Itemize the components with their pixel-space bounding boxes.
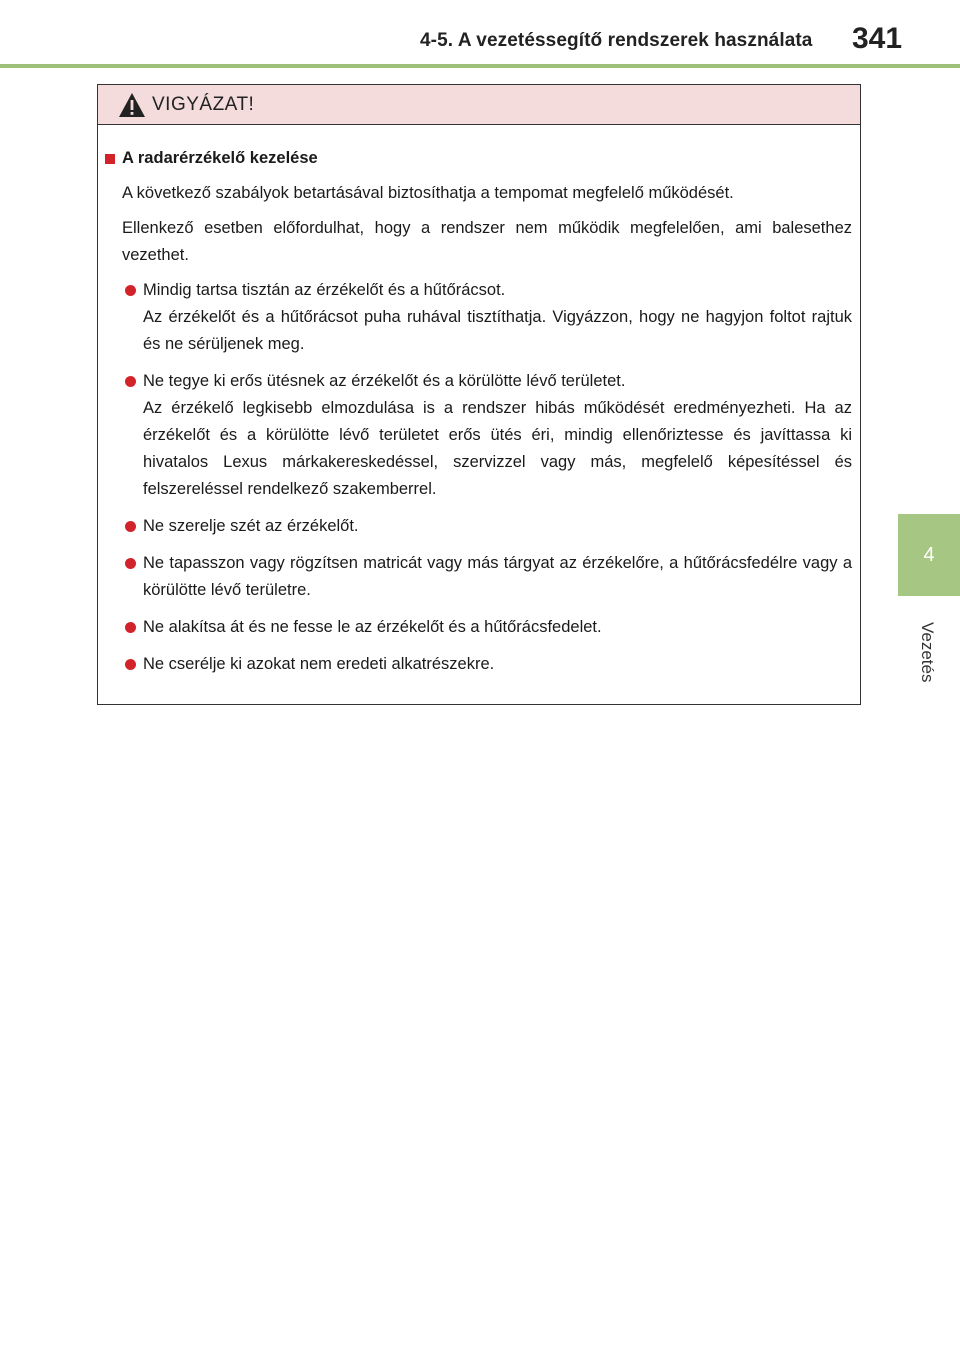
section-title: 4-5. A vezetéssegítő rendszerek használata — [420, 30, 813, 51]
warning-box — [97, 84, 861, 705]
consequence-paragraph: Ellenkező esetben előfordulhat, hogy a rendszer nem működik megfelelően, ami balesethez vezethet. — [122, 219, 852, 264]
list-item — [105, 614, 852, 641]
list-item — [105, 651, 852, 678]
warning-title: VIGYÁZAT! — [152, 93, 255, 115]
square-bullet-icon — [105, 154, 115, 164]
intro-paragraph: A következő szabályok betartásával biztosíthatja a tempomat megfelelő működését. — [122, 184, 734, 202]
list-item-main: Mindig tartsa tisztán az érzékelőt és a hűtőrácsot. — [143, 281, 506, 299]
page-number: 341 — [852, 22, 903, 55]
section-heading-text: A radarérzékelő kezelése — [122, 149, 318, 167]
warning-header — [98, 85, 860, 125]
round-bullet-icon — [125, 659, 136, 670]
list-item — [105, 550, 852, 604]
list-item-main: Ne alakítsa át és ne fesse le az érzékelőt és a hűtőrácsfedelet. — [143, 618, 602, 636]
list-item-main: Ne tegye ki erős ütésnek az érzékelőt és a körülötte lévő területet. — [143, 372, 626, 390]
chapter-label: Vezetés — [918, 621, 937, 683]
header-divider — [0, 64, 960, 68]
round-bullet-icon — [125, 285, 136, 296]
list-item-main: Ne tapasszon vagy rögzítsen matricát vagy más tárgyat az érzékelőre, a hűtőrácsfedélre vagy a körülötte lévő területre. — [143, 554, 852, 599]
chapter-number: 4 — [923, 543, 935, 566]
warning-body — [98, 125, 860, 678]
list-item-main: Ne szerelje szét az érzékelőt. — [143, 517, 359, 535]
warning-triangle-icon — [118, 92, 146, 118]
list-item — [105, 277, 852, 358]
list-item-main: Ne cserélje ki azokat nem eredeti alkatrészekre. — [143, 655, 495, 673]
section-heading — [105, 145, 852, 172]
round-bullet-icon — [125, 376, 136, 387]
round-bullet-icon — [125, 521, 136, 532]
list-item-detail: Az érzékelő legkisebb elmozdulása is a rendszer hibás működését eredményezheti. Ha az érzékelőt és a körülötte lévő területet erős ütés éri, mindig ellenőriztesse és javíttassa ki hivatalos Lexus márkakereskedéssel, szervizzel vagy más, megfelelő képesítéssel és felszereléssel rendelkező szakemberrel. — [143, 399, 852, 498]
list-item — [105, 513, 852, 540]
chapter-tab — [898, 514, 960, 596]
list-item-detail: Az érzékelőt és a hűtőrácsot puha ruhával tisztíthatja. Vigyázzon, hogy ne hagyjon foltot rajtuk és ne sérüljenek meg. — [143, 308, 852, 353]
round-bullet-icon — [125, 622, 136, 633]
round-bullet-icon — [125, 558, 136, 569]
list-item — [105, 368, 852, 503]
